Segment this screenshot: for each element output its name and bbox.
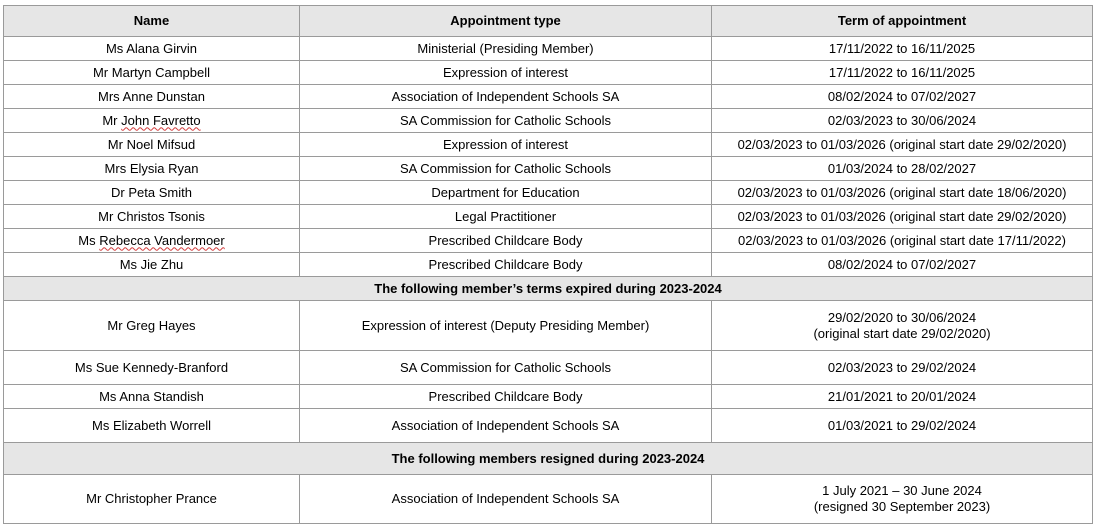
appointment-type-cell: Expression of interest — [300, 61, 712, 85]
term-cell: 08/02/2024 to 07/02/2027 — [712, 253, 1093, 277]
term-note-line: (original start date 29/02/2020) — [813, 325, 991, 341]
appointment-type-cell: Association of Independent Schools SA — [300, 475, 712, 524]
spellcheck-flagged-word: John Favretto — [121, 112, 201, 128]
member-name-cell: Mrs Elysia Ryan — [4, 157, 300, 181]
table-row — [4, 385, 1093, 409]
name-column-header: Name — [4, 6, 300, 37]
term-cell: 02/03/2023 to 01/03/2026 (original start date 18/06/2020) — [712, 181, 1093, 205]
term-cell — [712, 301, 1093, 351]
resigned-section-heading: The following members resigned during 2023-2024 — [4, 443, 1093, 475]
member-name-cell: Ms Sue Kennedy-Branford — [4, 351, 300, 385]
table-row — [4, 253, 1093, 277]
term-note-line: (resigned 30 September 2023) — [813, 499, 991, 514]
member-name-cell: Mrs Anne Dunstan — [4, 85, 300, 109]
term-cell: 08/02/2024 to 07/02/2027 — [712, 85, 1093, 109]
member-name-cell: Mr Christos Tsonis — [4, 205, 300, 229]
table-row — [4, 181, 1093, 205]
member-name-cell: Ms Jie Zhu — [4, 253, 300, 277]
member-name-cell: Mr Christopher Prance — [4, 475, 300, 524]
member-name-cell: Mr Greg Hayes — [4, 301, 300, 351]
appointment-type-cell: SA Commission for Catholic Schools — [300, 109, 712, 133]
term-cell: 21/01/2021 to 20/01/2024 — [712, 385, 1093, 409]
member-name-cell: Mr Noel Mifsud — [4, 133, 300, 157]
member-name-cell: Ms Alana Girvin — [4, 37, 300, 61]
header-row — [4, 6, 1093, 37]
term-cell: 17/11/2022 to 16/11/2025 — [712, 37, 1093, 61]
term-cell: 01/03/2024 to 28/02/2027 — [712, 157, 1093, 181]
appointment-type-cell: Association of Independent Schools SA — [300, 85, 712, 109]
table-row — [4, 301, 1093, 351]
appointment-type-cell: SA Commission for Catholic Schools — [300, 157, 712, 181]
appointment-type-cell: Expression of interest (Deputy Presiding Member) — [300, 301, 712, 351]
table-row — [4, 109, 1093, 133]
table-row — [4, 409, 1093, 443]
table-row — [4, 133, 1093, 157]
table-row — [4, 229, 1093, 253]
table-row — [4, 85, 1093, 109]
appointment-type-cell: Prescribed Childcare Body — [300, 229, 712, 253]
appointment-type-cell: Department for Education — [300, 181, 712, 205]
term-cell: 17/11/2022 to 16/11/2025 — [712, 61, 1093, 85]
appointment-type-column-header: Appointment type — [300, 6, 712, 37]
term-cell: 02/03/2023 to 01/03/2026 (original start date 29/02/2020) — [712, 205, 1093, 229]
appointment-type-cell: Association of Independent Schools SA — [300, 409, 712, 443]
term-cell — [712, 475, 1093, 524]
appointment-type-cell: Ministerial (Presiding Member) — [300, 37, 712, 61]
table-row — [4, 205, 1093, 229]
term-cell: 02/03/2023 to 30/06/2024 — [712, 109, 1093, 133]
table-row — [4, 475, 1093, 524]
member-name-cell: Ms Rebecca Vandermoer — [4, 229, 300, 253]
expired-section-heading: The following member’s terms expired during 2023-2024 — [4, 277, 1093, 301]
term-cell: 02/03/2023 to 01/03/2026 (original start date 29/02/2020) — [712, 133, 1093, 157]
term-cell: 02/03/2023 to 01/03/2026 (original start date 17/11/2022) — [712, 229, 1093, 253]
table-row — [4, 157, 1093, 181]
spellcheck-flagged-word: Rebecca Vandermoer — [99, 232, 225, 248]
member-name-cell: Ms Elizabeth Worrell — [4, 409, 300, 443]
term-cell: 01/03/2021 to 29/02/2024 — [712, 409, 1093, 443]
member-name-cell: Ms Anna Standish — [4, 385, 300, 409]
appointment-type-cell: Legal Practitioner — [300, 205, 712, 229]
term-column-header: Term of appointment — [712, 6, 1093, 37]
section-heading-row — [4, 443, 1093, 475]
appointment-type-cell: Prescribed Childcare Body — [300, 253, 712, 277]
section-heading-row — [4, 277, 1093, 301]
appointment-type-cell: SA Commission for Catholic Schools — [300, 351, 712, 385]
appointment-type-cell: Expression of interest — [300, 133, 712, 157]
term-cell: 02/03/2023 to 29/02/2024 — [712, 351, 1093, 385]
table-row — [4, 351, 1093, 385]
term-line: 29/02/2020 to 30/06/2024 — [827, 309, 977, 325]
appointment-type-cell: Prescribed Childcare Body — [300, 385, 712, 409]
member-name-cell: Mr Martyn Campbell — [4, 61, 300, 85]
board-members-table — [3, 5, 1093, 524]
member-name-cell: Dr Peta Smith — [4, 181, 300, 205]
table-row — [4, 61, 1093, 85]
table-row — [4, 37, 1093, 61]
term-line: 1 July 2021 – 30 June 2024 — [822, 483, 982, 498]
member-name-cell: Mr John Favretto — [4, 109, 300, 133]
